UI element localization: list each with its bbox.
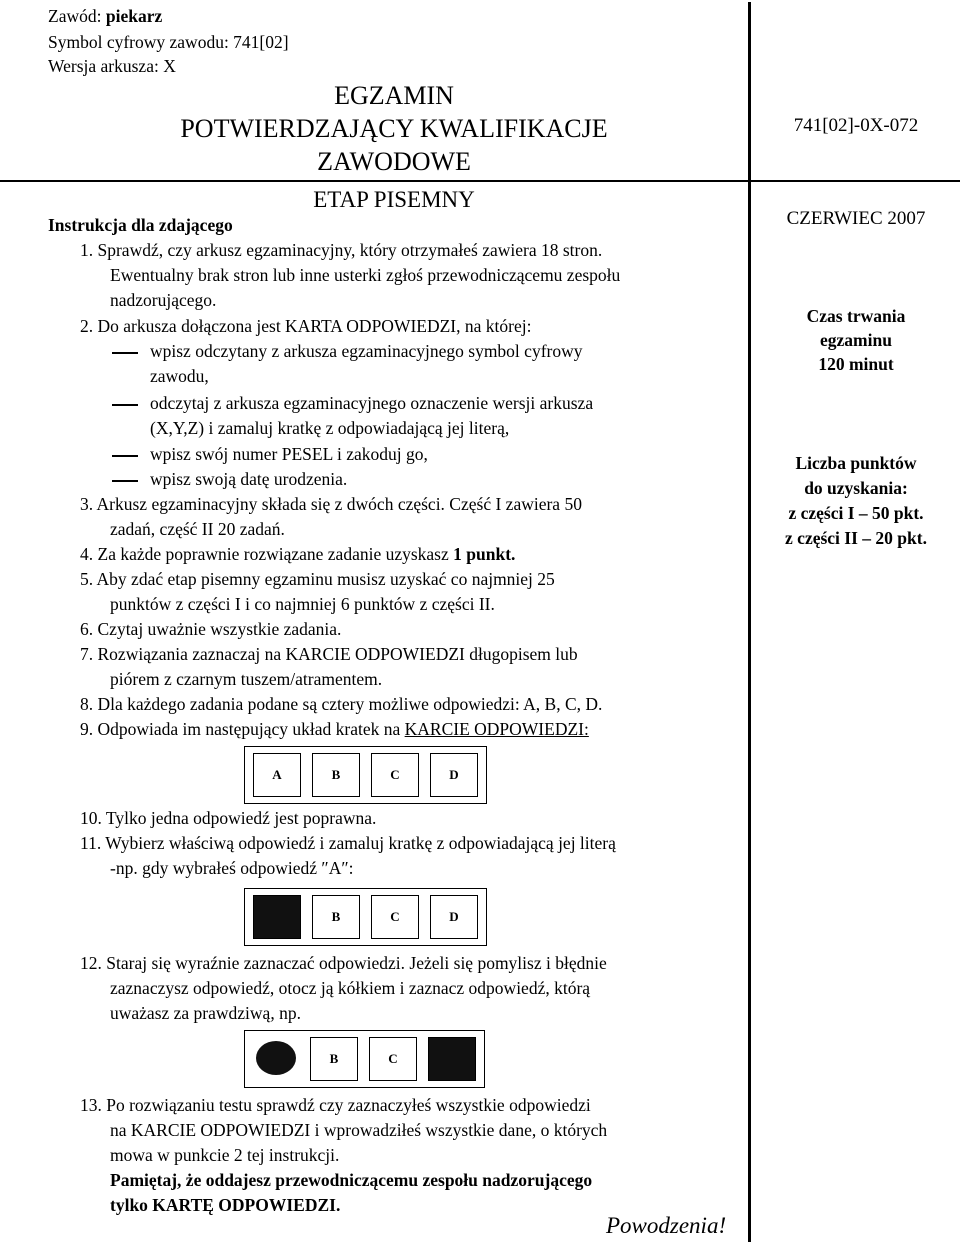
pkt-line3: z części I – 50 pkt. (788, 503, 924, 523)
item-5: 5. Aby zdać etap pisemny egzaminu musisz uzyskać co najmniej 25 (80, 569, 555, 589)
exam-code: 741[02]-0X-072 (793, 115, 919, 136)
box-c: C (371, 895, 419, 939)
pkt-line4: z części II – 20 pkt. (785, 528, 927, 548)
box-a-circled (253, 1037, 299, 1079)
powodzenia: Powodzenia! (606, 1213, 727, 1238)
box-d: D (430, 753, 478, 797)
title-egzamin: EGZAMIN (334, 81, 454, 110)
item-3: 3. Arkusz egzaminacyjny składa się z dwóch części. Część I zawiera 50 (80, 494, 582, 514)
box-c: C (369, 1037, 417, 1081)
item-7b: piórem z czarnym tuszem/atramentem. (110, 669, 383, 689)
horizontal-divider (0, 180, 960, 182)
title-line3: ZAWODOWE (317, 147, 471, 176)
item-9: 9. Odpowiada im następujący układ kratek na KARCIE ODPOWIEDZI: (80, 719, 589, 739)
item-2-d2: odczytaj z arkusza egzaminacyjnego oznaczenie wersji arkusza (150, 393, 594, 413)
dash (112, 480, 138, 482)
item-2: 2. Do arkusza dołączona jest KARTA ODPOWIEDZI, na której: (80, 316, 532, 336)
item-13c: mowa w punkcie 2 tej instrukcji. (110, 1145, 340, 1165)
czas-line1: Czas trwania (806, 306, 906, 326)
dash (112, 352, 138, 354)
czas-line3: 120 minut (818, 354, 894, 374)
item-10: 10. Tylko jedna odpowiedź jest poprawna. (80, 808, 377, 828)
pkt-line1: Liczba punktów (795, 453, 917, 473)
box-b: B (312, 895, 360, 939)
item-1c: nadzorującego. (110, 290, 217, 310)
box-b: B (312, 753, 360, 797)
box-b: B (310, 1037, 358, 1081)
zawod-line: Zawód: piekarz (48, 6, 163, 26)
zawod-value: piekarz (105, 6, 163, 26)
item-13: 13. Po rozwiązaniu testu sprawdź czy zaznaczyłeś wszystkie odpowiedzi (80, 1095, 591, 1115)
item-12b: zaznaczysz odpowiedź, otocz ją kółkiem i zaznacz odpowiedź, którą (110, 978, 591, 998)
circle-mark-icon (256, 1041, 296, 1075)
box-d: D (430, 895, 478, 939)
symbol-line: Symbol cyfrowy zawodu: 741[02] (48, 32, 289, 52)
title-line2: POTWIERDZAJĄCY KWALIFIKACJE (180, 114, 608, 143)
box-d-filled (428, 1037, 476, 1081)
item-1: 1. Sprawdź, czy arkusz egzaminacyjny, który otrzymałeś zawiera 18 stron. (80, 240, 603, 260)
exam-date: CZERWIEC 2007 (786, 208, 926, 229)
answer-grid-filled-a (244, 888, 487, 946)
item-4: 4. Za każde poprawnie rozwiązane zadanie uzyskasz 1 punkt. (80, 544, 516, 564)
item-8: 8. Dla każdego zadania podane są cztery możliwe odpowiedzi: A, B, C, D. (80, 694, 603, 714)
item-2-d4: wpisz swoją datę urodzenia. (150, 469, 348, 489)
item-2-d2b: (X,Y,Z) i zamaluj kratkę z odpowiadającą jej literą, (150, 418, 510, 438)
item-2-d1b: zawodu, (150, 366, 209, 386)
item-2-d1: wpisz odczytany z arkusza egzaminacyjnego symbol cyfrowy (150, 341, 583, 361)
item-13b: na KARCIE ODPOWIEDZI i wprowadziłeś wszystkie dane, o których (110, 1120, 608, 1140)
box-a-filled (253, 895, 301, 939)
item-3b: zadań, część II 20 zadań. (110, 519, 285, 539)
instr-title: Instrukcja dla zdającego (48, 215, 233, 235)
item-6: 6. Czytaj uważnie wszystkie zadania. (80, 619, 342, 639)
answer-grid-corrected (244, 1030, 485, 1088)
dash (112, 455, 138, 457)
item-13e: tylko KARTĘ ODPOWIEDZI. (110, 1195, 341, 1215)
box-c: C (371, 753, 419, 797)
item-13d: Pamiętaj, że oddajesz przewodniczącemu zespołu nadzorującego (110, 1170, 593, 1190)
czas-line2: egzaminu (820, 330, 892, 350)
item-2-d3: wpisz swój numer PESEL i zakoduj go, (150, 444, 428, 464)
item-11b: -np. gdy wybrałeś odpowiedź ″A″: (110, 858, 354, 878)
dash (112, 404, 138, 406)
item-5b: punktów z części I i co najmniej 6 punktów z części II. (110, 594, 495, 614)
wersja-line: Wersja arkusza: X (48, 56, 176, 76)
pkt-line2: do uzyskania: (804, 478, 908, 498)
box-a: A (253, 753, 301, 797)
answer-grid-example (244, 746, 487, 804)
etap-pisemny: ETAP PISEMNY (313, 187, 475, 212)
item-12c: uważasz za prawdziwą, np. (110, 1003, 301, 1023)
item-1b: Ewentualny brak stron lub inne usterki zgłoś przewodniczącemu zespołu (110, 265, 621, 285)
item-12: 12. Staraj się wyraźnie zaznaczać odpowiedzi. Jeżeli się pomylisz i błędnie (80, 953, 607, 973)
item-7: 7. Rozwiązania zaznaczaj na KARCIE ODPOWIEDZI długopisem lub (80, 644, 578, 664)
item-11: 11. Wybierz właściwą odpowiedź i zamaluj kratkę z odpowiadającą jej literą (80, 833, 616, 853)
